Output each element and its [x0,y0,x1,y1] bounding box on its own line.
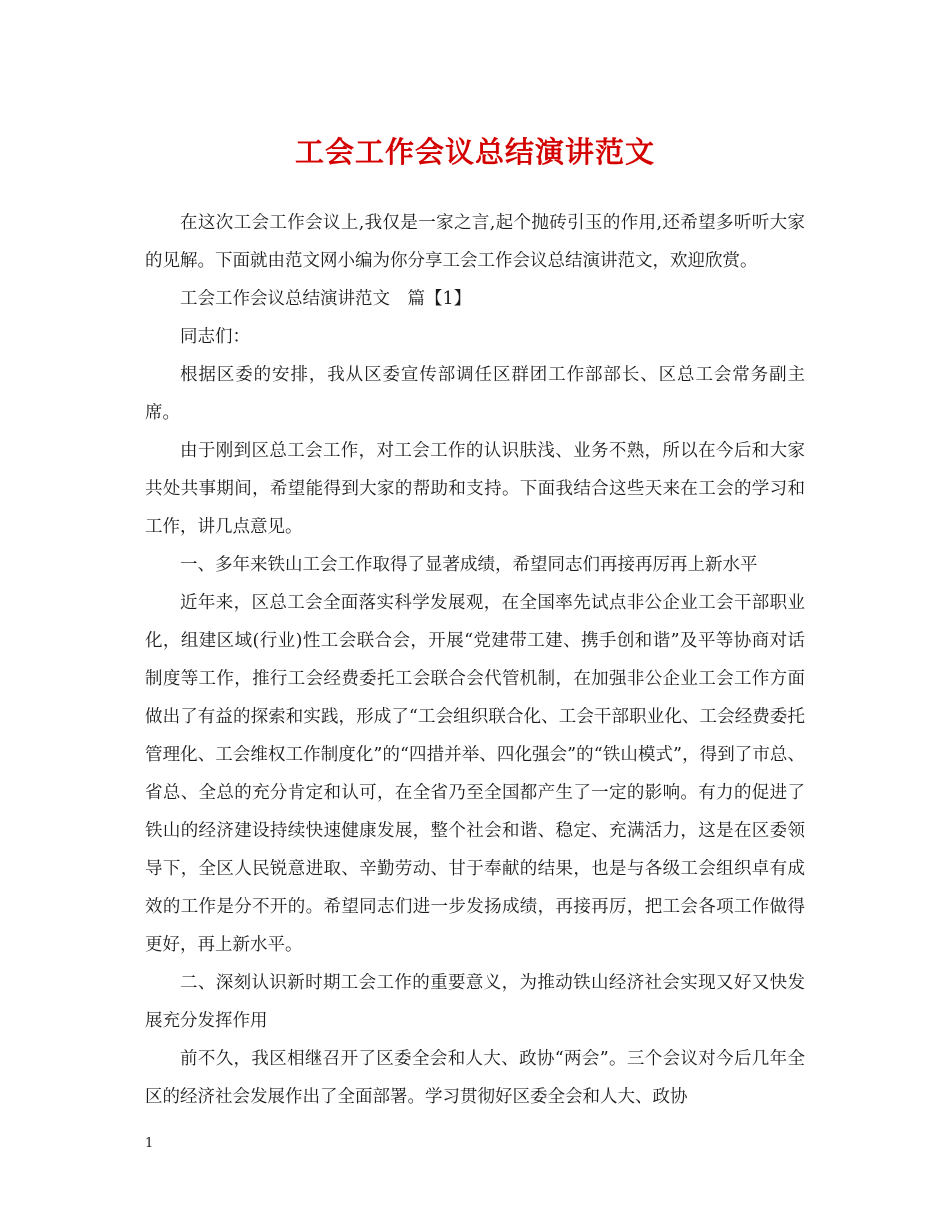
document-title: 工会工作会议总结演讲范文 [294,135,655,169]
paragraph-section-heading: 工会工作会议总结演讲范文 篇【1】 [180,289,472,309]
paragraph-intro: 在这次工会工作会议上,我仅是一家之言,起个抛砖引玉的作用,还希望多听听大家的见解。下面就由范文网小编为你分享工会工作会议总结演讲范文，欢迎欣赏。 [145,213,805,271]
document-body [145,204,805,1116]
paragraph-appointment: 根据区委的安排，我从区委宣传部调任区群团工作部部长、区总工会常务副主席。 [145,365,805,423]
paragraph-point-two-heading: 二、深刻认识新时期工会工作的重要意义，为推动铁山经济社会实现又好又快发展充分发挥作用 [145,973,805,1031]
page-number: 1 [145,1136,154,1151]
paragraph-point-two-body: 前不久，我区相继召开了区委全会和人大、政协“两会”。三个会议对今后几年全区的经济社会发展作出了全面部署。学习贯彻好区委全会和人大、政协 [145,1049,805,1107]
paragraph-point-one-heading: 一、多年来铁山工会工作取得了显著成绩，希望同志们再接再厉再上新水平 [180,555,758,575]
paragraph-salutation: 同志们： [180,327,250,347]
paragraph-point-one-body: 近年来，区总工会全面落实科学发展观，在全国率先试点非公企业工会干部职业化，组建区域(行业)性工会联合会，开展“党建带工建、携手创和谐”及平等协商对话制度等工作，推行工会经费委托工会联合会代管机制，在加强非公企业工会工作方面做出了有益的探索和实践，形成了“工会组织联合化、工会干部职业化、工会经费委托管理化、工会维权工作制度化”的“四措并举、四化强会”的“铁山模式”，得到了市总、省总、全总的充分肯定和认可，在全省乃至全国都产生了一定的影响。有力的促进了铁山的经济建设持续快速健康发展，整个社会和谐、稳定、充满活力，这是在区委领导下，全区人民锐意进取、辛勤劳动、甘于奉献的结果，也是与各级工会组织卓有成效的工作是分不开的。希望同志们进一步发扬成绩，再接再厉，把工会各项工作做得更好，再上新水平。 [145,593,805,955]
paragraph-request-support: 由于刚到区总工会工作，对工会工作的认识肤浅、业务不熟，所以在今后和大家共处共事期间，希望能得到大家的帮助和支持。下面我结合这些天来在工会的学习和工作，讲几点意见。 [145,441,805,537]
